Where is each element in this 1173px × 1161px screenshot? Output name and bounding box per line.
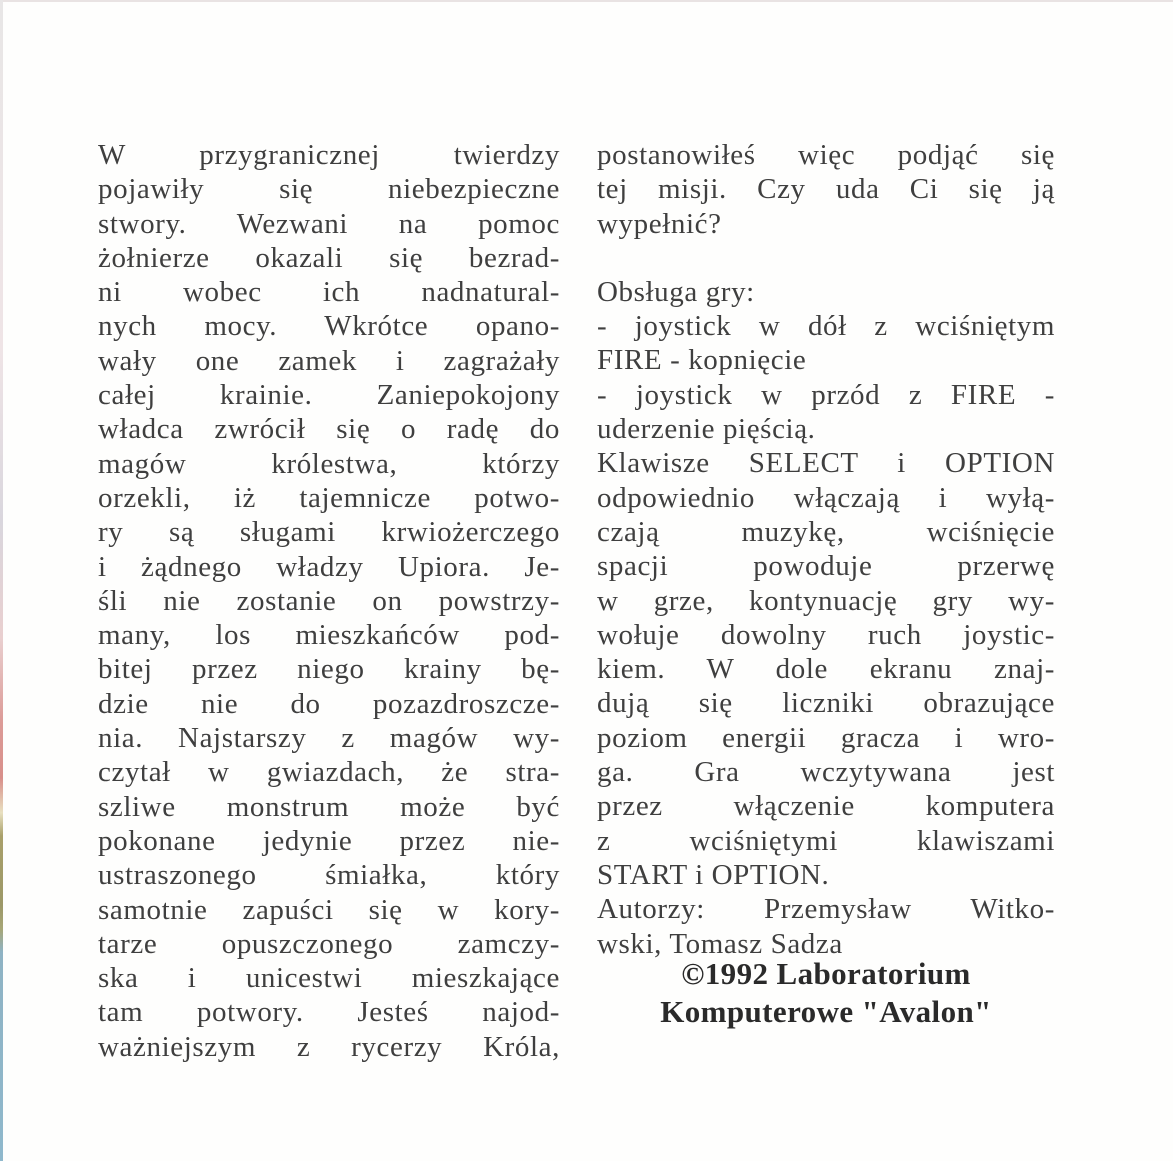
story-line: ustraszonego śmiałka, który — [98, 859, 560, 892]
authors-line: wski, Tomasz Sadza — [597, 927, 843, 960]
story-line: dzie nie do pozazdroszcze- — [98, 687, 560, 720]
controls-line: dują się liczniki obrazujące — [597, 687, 1055, 720]
controls-line: odpowiednio włączają i wyłą- — [597, 481, 1055, 514]
controls-line: spacji powoduje przerwę — [597, 550, 1055, 583]
copyright-line-1: ©1992 Laboratorium — [681, 956, 971, 991]
controls-line: - joystick w przód z FIRE - — [597, 378, 1055, 411]
controls-line: uderzenie pięścią. — [597, 413, 816, 446]
copyright-line-2: Komputerowe "Avalon" — [660, 994, 992, 1029]
controls-line: - joystick w dół z wciśniętym — [597, 310, 1055, 343]
story-line: wały one zamek i zagrażały — [98, 344, 560, 377]
story-line: całej krainie. Zaniepokojony — [98, 379, 560, 412]
story-line: pojawiły się niebezpieczne — [98, 173, 560, 206]
authors-line: Autorzy: Przemysław Witko- — [597, 893, 1055, 926]
story-line: W przygranicznej twierdzy — [98, 139, 560, 171]
story-line: śli nie zostanie on powstrzy- — [98, 584, 560, 617]
controls-line: z wciśniętymi klawiszami — [597, 824, 1055, 857]
story-line: czytał w gwiazdach, że stra- — [98, 756, 560, 789]
story-line: postanowiłeś więc podjąć się — [597, 139, 1055, 171]
controls-line: wołuje dowolny ruch joystic- — [597, 618, 1055, 651]
story-line: i żądnego władzy Upiora. Je- — [98, 550, 560, 583]
paragraph-gap — [597, 241, 1055, 275]
story-line: żołnierze okazali się bezrad- — [98, 241, 560, 274]
copyright-notice — [597, 955, 1055, 1031]
story-line: szliwe monstrum może być — [98, 790, 560, 823]
controls-line: Klawisze SELECT i OPTION — [597, 447, 1055, 480]
story-line: nia. Najstarszy z magów wy- — [98, 722, 560, 755]
cover-edge-stripe — [0, 0, 3, 1161]
story-line: tarze opuszczonego zamczy- — [98, 927, 560, 960]
scan-top-edge — [0, 0, 1173, 2]
controls-line: kiem. W dole ekranu znaj- — [597, 653, 1055, 686]
controls-heading: Obsługa gry: — [597, 275, 755, 308]
story-line: stwory. Wezwani na pomoc — [98, 207, 560, 240]
story-line: wypełnić? — [597, 207, 722, 240]
controls-line: ga. Gra wczytywana jest — [597, 756, 1055, 789]
story-line: tej misji. Czy uda Ci się ją — [597, 173, 1055, 206]
story-line: pokonane jedynie przez nie- — [98, 824, 560, 857]
controls-line: w grze, kontynuację gry wy- — [597, 584, 1055, 617]
story-line: magów królestwa, którzy — [98, 447, 560, 480]
story-line: nych mocy. Wkrótce opano- — [98, 310, 560, 343]
controls-line: czają muzykę, wciśnięcie — [597, 515, 1055, 548]
controls-line: FIRE - kopnięcie — [597, 344, 807, 377]
story-line: ry są sługami krwiożerczego — [98, 516, 560, 549]
controls-line: START i OPTION. — [597, 858, 830, 891]
controls-line: poziom energii gracza i wro- — [597, 721, 1055, 754]
story-line: władca zwrócił się o radę do — [98, 413, 560, 446]
story-line: ni wobec ich nadnatural- — [98, 276, 560, 309]
story-line: samotnie zapuści się w kory- — [98, 893, 560, 926]
story-line: many, los mieszkańców pod- — [98, 619, 560, 652]
story-line: tam potwory. Jesteś najod- — [98, 996, 560, 1029]
story-line: ska i unicestwi mieszkające — [98, 962, 560, 995]
instructions-column — [597, 138, 1055, 961]
story-column — [98, 138, 560, 1064]
story-line: orzekli, iż tajemnicze potwo- — [98, 481, 560, 514]
story-line: ważniejszym z rycerzy Króla, — [98, 1030, 560, 1063]
controls-line: przez włączenie komputera — [597, 790, 1055, 823]
story-line: bitej przez niego krainy bę- — [98, 653, 560, 686]
